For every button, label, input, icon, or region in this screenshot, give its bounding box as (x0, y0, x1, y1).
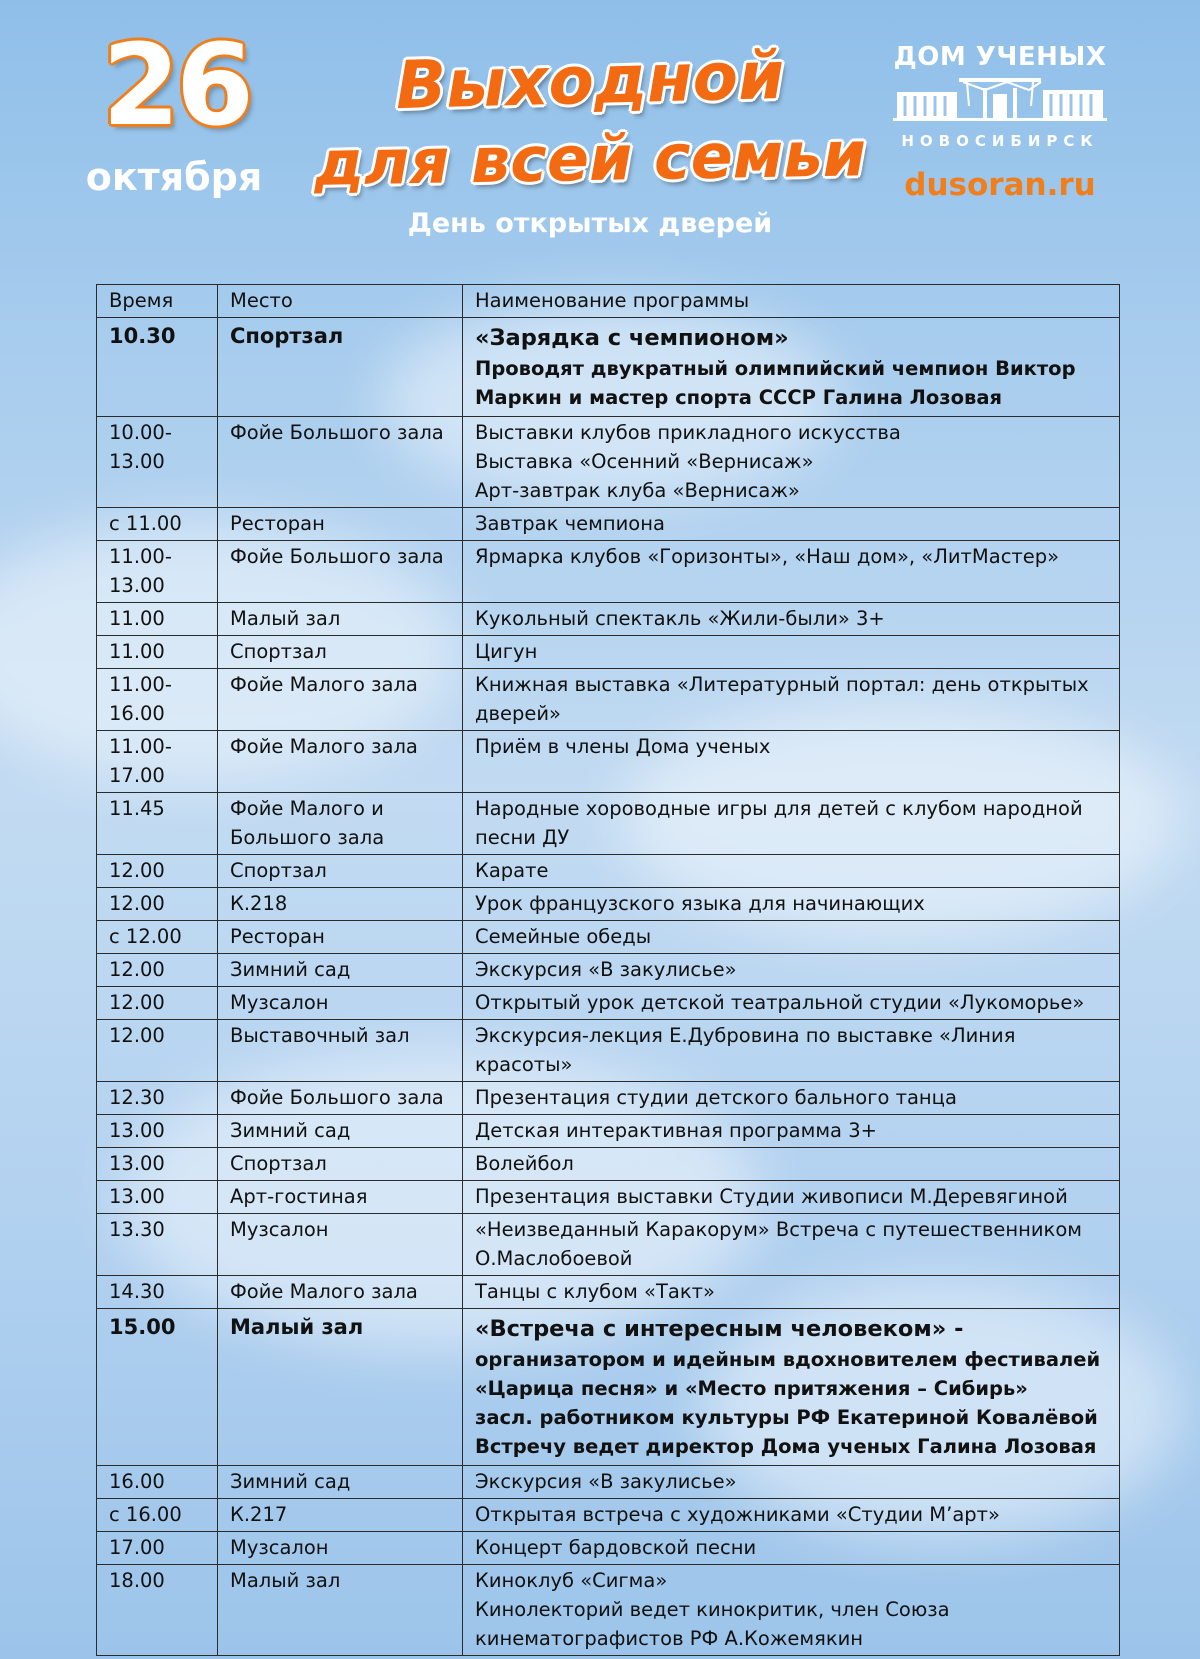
row-time: 14.30 (97, 1276, 218, 1309)
row-place: Фойе Большого зала (218, 541, 463, 603)
row-program: Кукольный спектакль «Жили-были» 3+ (463, 603, 1120, 636)
row-time: 10.00-13.00 (97, 417, 218, 508)
row-place: Музсалон (218, 1532, 463, 1565)
row-place: Зимний сад (218, 1466, 463, 1499)
row-place: Спортзал (218, 636, 463, 669)
row-program: Экскурсия-лекция Е.Дубровина по выставке «Линия красоты» (463, 1020, 1120, 1082)
row-place: Малый зал (218, 603, 463, 636)
logo-title: ДОМ УЧЕНЫХ (893, 42, 1107, 72)
program-line: Кинолекторий ведет кинокритик, член Союза кинематографистов РФ А.Кожемякин (475, 1598, 950, 1650)
row-time: 18.00 (97, 1565, 218, 1656)
row-time: 13.00 (97, 1115, 218, 1148)
row-time: 13.00 (97, 1148, 218, 1181)
row-place: Выставочный зал (218, 1020, 463, 1082)
row-place: Фойе Малого и Большого зала (218, 793, 463, 855)
column-header-time: Время (97, 285, 218, 318)
row-program (463, 318, 1120, 417)
row-place: Малый зал (218, 1565, 463, 1656)
row-place: Малый зал (218, 1309, 463, 1466)
row-program: Народные хороводные игры для детей с клубом народной песни ДУ (463, 793, 1120, 855)
row-time: 12.00 (97, 888, 218, 921)
date-month: октября (85, 155, 263, 199)
table-row (97, 1499, 1120, 1532)
program-line: Выставки клубов прикладного искусства (475, 421, 901, 444)
table-row (97, 1148, 1120, 1181)
table-row (97, 541, 1120, 603)
table-row (97, 318, 1120, 417)
table-row (97, 888, 1120, 921)
row-time: 11.00-16.00 (97, 669, 218, 731)
poster-title-line-1: Выходной (394, 36, 786, 125)
row-program: Открытый урок детской театральной студии «Лукоморье» (463, 987, 1120, 1020)
row-program: Презентация студии детского бального танца (463, 1082, 1120, 1115)
row-time: с 12.00 (97, 921, 218, 954)
table-row (97, 1532, 1120, 1565)
row-program: Цигун (463, 636, 1120, 669)
row-program: Экскурсия «В закулисье» (463, 1466, 1120, 1499)
row-program: Семейные обеды (463, 921, 1120, 954)
table-row (97, 1115, 1120, 1148)
row-place: Музсалон (218, 1214, 463, 1276)
row-place: Зимний сад (218, 954, 463, 987)
row-program: Урок французского языка для начинающих (463, 888, 1120, 921)
row-time: 12.00 (97, 855, 218, 888)
row-program: Танцы с клубом «Такт» (463, 1276, 1120, 1309)
row-place: К.217 (218, 1499, 463, 1532)
table-row (97, 669, 1120, 731)
table-row (97, 1565, 1120, 1656)
row-time: 17.00 (97, 1532, 218, 1565)
row-place: Зимний сад (218, 1115, 463, 1148)
row-time: 15.00 (97, 1309, 218, 1466)
schedule-table (96, 284, 1120, 1656)
row-time: 13.00 (97, 1181, 218, 1214)
row-time: 12.30 (97, 1082, 218, 1115)
table-row (97, 417, 1120, 508)
row-time: 12.00 (97, 954, 218, 987)
row-program: Открытая встреча с художниками «Студии М’арт» (463, 1499, 1120, 1532)
row-program: Экскурсия «В закулисье» (463, 954, 1120, 987)
row-program: Книжная выставка «Литературный портал: день открытых дверей» (463, 669, 1120, 731)
poster-title-line-2: для всей семьи (313, 117, 867, 200)
building-logo-icon (893, 76, 1107, 122)
program-line: организатором и идейным вдохновителем фестивалей «Царица песня» и «Место притяжения – Сибирь» (475, 1348, 1101, 1400)
table-row (97, 1466, 1120, 1499)
row-place: Ресторан (218, 508, 463, 541)
column-header-program: Наименование программы (463, 285, 1120, 318)
date-day: 26 (102, 21, 250, 151)
table-row (97, 793, 1120, 855)
table-row (97, 1020, 1120, 1082)
table-row (97, 508, 1120, 541)
row-program: Презентация выставки Студии живописи М.Деревягиной (463, 1181, 1120, 1214)
row-time: 11.45 (97, 793, 218, 855)
row-time: 12.00 (97, 1020, 218, 1082)
row-place: Ресторан (218, 921, 463, 954)
table-header-row (97, 285, 1120, 318)
table-row (97, 987, 1120, 1020)
row-place: Фойе Малого зала (218, 669, 463, 731)
table-row (97, 636, 1120, 669)
row-place: Фойе Большого зала (218, 417, 463, 508)
row-program: Карате (463, 855, 1120, 888)
table-row (97, 921, 1120, 954)
row-program: Завтрак чемпиона (463, 508, 1120, 541)
table-row (97, 1181, 1120, 1214)
row-place: Спортзал (218, 855, 463, 888)
row-time: 11.00-17.00 (97, 731, 218, 793)
row-place: Фойе Малого зала (218, 731, 463, 793)
program-line: Киноклуб «Сигма» (475, 1569, 668, 1592)
row-time: 11.00 (97, 636, 218, 669)
row-place: Фойе Большого зала (218, 1082, 463, 1115)
row-program: Приём в члены Дома ученых (463, 731, 1120, 793)
row-place: Музсалон (218, 987, 463, 1020)
row-program: Ярмарка клубов «Горизонты», «Наш дом», «ЛитМастер» (463, 541, 1120, 603)
row-place: Спортзал (218, 318, 463, 417)
row-program: Волейбол (463, 1148, 1120, 1181)
row-program (463, 1309, 1120, 1466)
row-place: Арт-гостиная (218, 1181, 463, 1214)
row-time: 12.00 (97, 987, 218, 1020)
row-place: Фойе Малого зала (218, 1276, 463, 1309)
row-program (463, 1565, 1120, 1656)
row-program: Детская интерактивная программа 3+ (463, 1115, 1120, 1148)
table-row (97, 954, 1120, 987)
program-line: Арт-завтрак клуба «Вернисаж» (475, 479, 800, 502)
row-time: 16.00 (97, 1466, 218, 1499)
row-program: Концерт бардовской песни (463, 1532, 1120, 1565)
program-title: «Зарядка с чемпионом» (475, 325, 789, 351)
program-title: «Встреча с интересным человеком» - (475, 1316, 964, 1342)
row-time: 11.00 (97, 603, 218, 636)
table-row (97, 603, 1120, 636)
table-row (97, 1276, 1120, 1309)
table-row (97, 1214, 1120, 1276)
website-link[interactable]: dusoran.ru (904, 167, 1096, 203)
logo-city: НОВОСИБИРСК (901, 132, 1099, 150)
row-time: 13.30 (97, 1214, 218, 1276)
poster-subtitle: День открытых дверей (407, 208, 773, 239)
row-time: с 11.00 (97, 508, 218, 541)
program-line: Встречу ведет директор Дома ученых Галина Лозовая (475, 1435, 1097, 1458)
row-time: с 16.00 (97, 1499, 218, 1532)
table-row (97, 855, 1120, 888)
column-header-place: Место (218, 285, 463, 318)
table-row (97, 1309, 1120, 1466)
program-line: Проводят двукратный олимпийский чемпион Виктор Маркин и мастер спорта СССР Галина Лозовая (475, 357, 1076, 409)
row-time: 10.30 (97, 318, 218, 417)
row-program: «Неизведанный Каракорум» Встреча с путешественником О.Маслобоевой (463, 1214, 1120, 1276)
table-row (97, 1082, 1120, 1115)
row-program (463, 417, 1120, 508)
row-time: 11.00-13.00 (97, 541, 218, 603)
program-line: Выставка «Осенний «Вернисаж» (475, 450, 814, 473)
program-line: засл. работником культуры РФ Екатериной Ковалёвой (475, 1406, 1098, 1429)
row-place: Спортзал (218, 1148, 463, 1181)
table-row (97, 731, 1120, 793)
row-place: К.218 (218, 888, 463, 921)
